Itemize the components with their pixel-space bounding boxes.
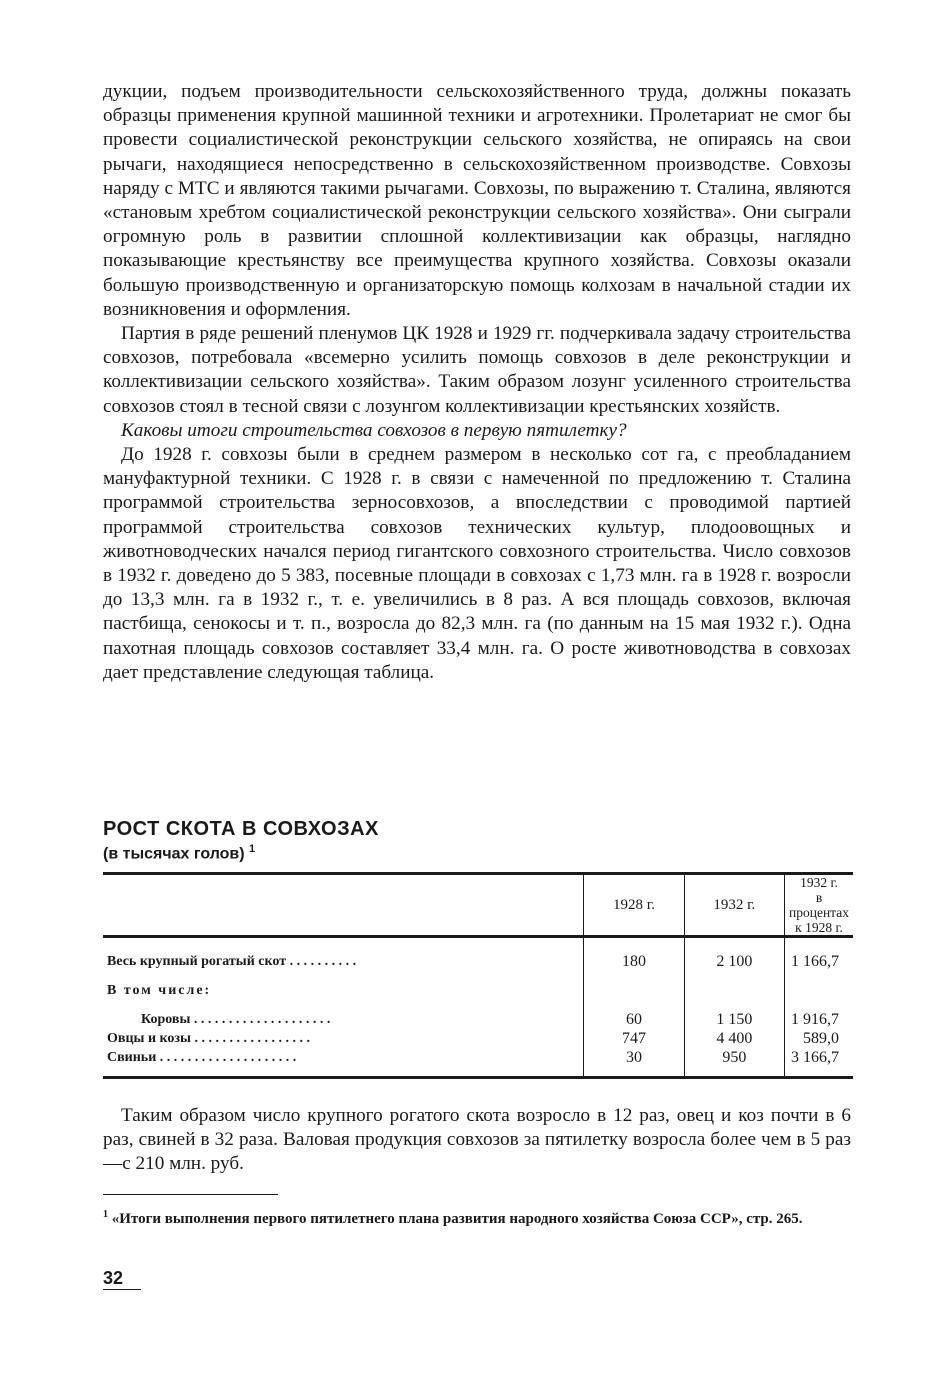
value-1928: 180 <box>584 952 684 971</box>
table-row-sheep <box>103 1029 853 1048</box>
value-1928: 60 <box>584 1010 684 1029</box>
table-row-cows <box>103 1010 853 1029</box>
value-1932: 950 <box>684 1048 784 1078</box>
value-1928: 747 <box>584 1029 684 1048</box>
spacer-row <box>103 1000 853 1010</box>
spacer-row <box>103 937 853 953</box>
paragraph-4: До 1928 г. совхозы были в среднем размером в несколько сот га, с преобладанием мануфактурной техники. С 1928 г. в связи с намеченной по предложению т. Сталина программой строительства зерносовхозов, а впоследствии с проводимой партией программой строительства совхозов технических культур, плодоовощных и животноводческих начался период гигантского совхозного строительства. Число совхозов в 1932 г. доведено до 5 383, посевные площади в совхозах с 1,73 млн. га в 1928 г. возросли до 13,3 млн. га в 1932 г., т. е. увеличились в 8 раз. А вся площадь совхозов, включая пастбища, сенокосы и т. п., возросла до 82,3 млн. га (по данным на 15 мая 1932 г.). Одна пахотная площадь совхозов составляет 33,4 млн. га. О росте животноводства в совхозах дает представление следующая таблица. <box>103 444 851 683</box>
table-row-including <box>103 981 853 1000</box>
footnote-text: «Итоги выполнения первого пятилетнего плана развития народного хозяйства Союза ССР», стр. 265. <box>111 1211 803 1227</box>
footnote <box>103 1204 855 1230</box>
paragraph-1: дукции, подъем производительности сельскохозяйственного труда, должны показать образцы применения крупной машинной техники и агротехники. Пролетариат не смог бы провести социалистической реконструкции сельского хозяйства, не опираясь на свои рычаги, находящиеся непосредственно в сельскохозяйственном производстве. Совхозы наряду с МТС и являются такими рычагами. Совхозы, по выражению т. Сталина, являются «становым хребтом социалистической реконструкции сельского хозяйства». Они сыграли огромную роль в развитии сплошной коллективизации как образцы, наглядно показывающие крестьянству все преимущества крупного хозяйства. Совхозы оказали большую производственную и организаторскую помощь колхозам в начальной стадии их возникновения и оформления. <box>103 81 851 320</box>
value-1932: 4 400 <box>684 1029 784 1048</box>
value-percent: 3 166,7 <box>785 1048 853 1078</box>
header-percent <box>785 874 853 937</box>
table-header-row <box>103 874 853 937</box>
footnote-ref: 1 <box>249 843 256 855</box>
body-text-bottom <box>103 1104 851 1177</box>
footnote-divider <box>103 1194 278 1195</box>
row-label: Овцы и козы . . . . . . . . . . . . . . . . . <box>107 1031 310 1046</box>
value-1932: 1 150 <box>684 1010 784 1029</box>
body-text-top <box>103 80 851 685</box>
value-percent: 1 166,7 <box>785 952 853 971</box>
table-title: РОСТ СКОТА В СОВХОЗАХ <box>103 818 379 840</box>
table-subtitle-text: (в тысячах голов) <box>103 845 245 863</box>
value-1928: 30 <box>584 1048 684 1078</box>
spacer-row <box>103 971 853 981</box>
header-label-cell <box>103 874 584 937</box>
header-percent-line1: 1932 г. <box>800 875 838 890</box>
header-percent-line2: в процентах <box>789 890 849 920</box>
row-label: Коровы . . . . . . . . . . . . . . . . . . . . <box>141 1012 331 1027</box>
footnote-marker: 1 <box>103 1209 108 1220</box>
header-1932: 1932 г. <box>684 874 784 937</box>
livestock-table <box>103 872 853 1079</box>
paragraph-5: Таким образом число крупного рогатого скота возросло в 12 раз, овец и коз почти в 6 раз, свиней в 32 раза. Валовая продукция совхозов за пятилетку возросла более чем в 5 раз—с 210 млн. руб. <box>103 1105 851 1175</box>
paragraph-2: Партия в ряде решений пленумов ЦК 1928 и 1929 гг. подчеркивала задачу строительства совхозов, потребовала «всемерно усилить помощь совхозов в деле реконструкции и коллективизации сельского хозяйства». Таким образом лозунг усиленного строительства совхозов стоял в тесной связи с лозунгом коллективизации крестьянских хозяйств. <box>103 323 851 417</box>
paragraph-3-question: Каковы итоги строительства совхозов в первую пятилетку? <box>121 419 627 441</box>
table-row-cattle <box>103 952 853 971</box>
header-percent-line3: к 1928 г. <box>795 920 843 935</box>
table-row-pigs <box>103 1048 853 1078</box>
value-percent: 1 916,7 <box>785 1010 853 1029</box>
row-label: Весь крупный рогатый скот . . . . . . . . . . <box>107 954 357 969</box>
header-1928: 1928 г. <box>584 874 684 937</box>
row-label: Свиньи . . . . . . . . . . . . . . . . . . . . <box>103 1048 584 1078</box>
value-percent: 589,0 <box>785 1029 853 1048</box>
value-1932: 2 100 <box>684 952 784 971</box>
table-subtitle <box>103 840 379 863</box>
table-heading <box>103 818 379 863</box>
page-number: 32 <box>103 1268 141 1290</box>
row-label: В том числе: <box>107 983 212 998</box>
